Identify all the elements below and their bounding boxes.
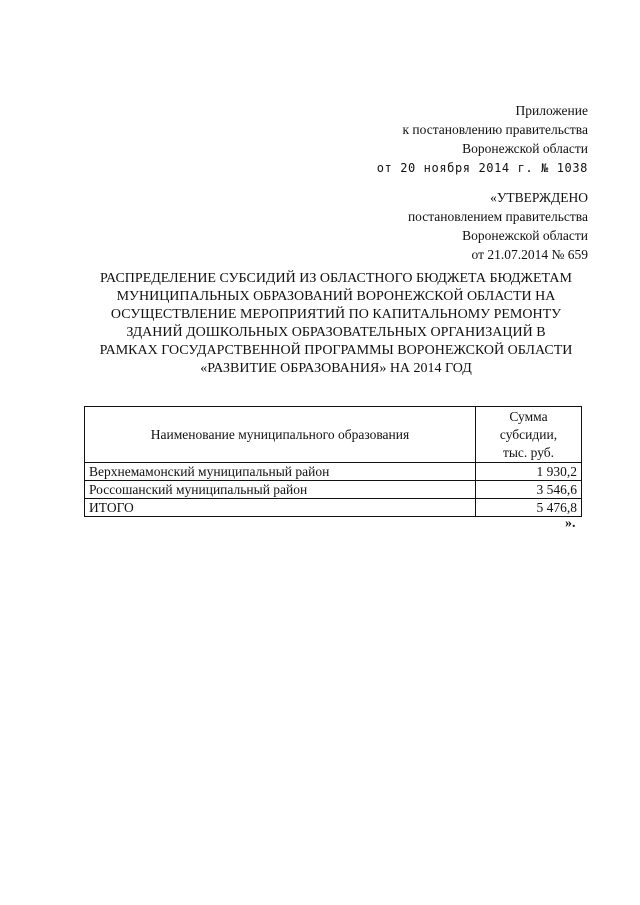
sum-header-line: тыс. руб.	[502, 444, 555, 460]
approved-resolution-ref: постановлением правительства	[407, 209, 588, 224]
annex-date-number: от 20 ноября 2014 г. № 1038	[376, 161, 588, 175]
total-label: ИТОГО	[85, 499, 476, 517]
column-header-sum	[476, 407, 582, 463]
document-title	[84, 270, 588, 378]
approved-region: Воронежской области	[462, 228, 588, 243]
table-header-row	[85, 407, 582, 463]
table-row-total	[85, 499, 582, 517]
title-line: «РАЗВИТИЕ ОБРАЗОВАНИЯ» НА 2014 ГОД	[200, 361, 472, 376]
closing-quote: ».	[565, 516, 576, 531]
title-line: РАМКАХ ГОСУДАРСТВЕННОЙ ПРОГРАММЫ ВОРОНЕЖСКОЙ ОБЛАСТИ	[99, 343, 573, 358]
approved-date-number: от 21.07.2014 № 659	[471, 247, 588, 262]
row-sum: 3 546,6	[476, 481, 582, 499]
row-sum: 1 930,2	[476, 463, 582, 481]
approved-block	[408, 188, 588, 264]
subsidy-table	[84, 406, 582, 517]
title-line: МУНИЦИПАЛЬНЫХ ОБРАЗОВАНИЙ ВОРОНЕЖСКОЙ ОБЛАСТИ НА	[116, 289, 556, 304]
title-line: ЗДАНИЙ ДОШКОЛЬНЫХ ОБРАЗОВАТЕЛЬНЫХ ОРГАНИЗАЦИЙ В	[126, 325, 546, 340]
table-row	[85, 463, 582, 481]
title-line: РАСПРЕДЕЛЕНИЕ СУБСИДИЙ ИЗ ОБЛАСТНОГО БЮДЖЕТА БЮДЖЕТАМ	[100, 271, 572, 286]
annex-resolution-ref: к постановлению правительства	[402, 122, 588, 137]
sum-header-line: субсидии,	[499, 426, 558, 442]
annex-label: Приложение	[515, 103, 588, 118]
approved-label: «УТВЕРЖДЕНО	[490, 190, 588, 205]
row-name: Верхнемамонский муниципальный район	[85, 463, 476, 481]
sum-header-line: Сумма	[509, 408, 548, 424]
table-row	[85, 481, 582, 499]
row-name: Россошанский муниципальный район	[85, 481, 476, 499]
column-header-name: Наименование муниципального образования	[85, 407, 476, 463]
total-sum: 5 476,8	[476, 499, 582, 517]
annex-block	[377, 101, 588, 178]
annex-region: Воронежской области	[462, 141, 588, 156]
title-line: ОСУЩЕСТВЛЕНИЕ МЕРОПРИЯТИЙ ПО КАПИТАЛЬНОМУ РЕМОНТУ	[110, 307, 562, 322]
